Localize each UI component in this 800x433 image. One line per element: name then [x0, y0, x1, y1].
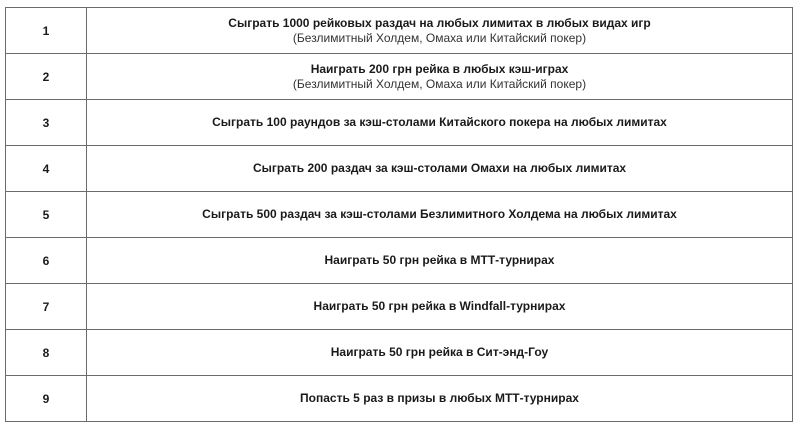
row-number: 2	[6, 54, 87, 100]
task-cell	[87, 192, 793, 238]
task-note: (Безлимитный Холдем, Омаха или Китайский покер)	[292, 76, 587, 91]
task-title: Сыграть 100 раундов за кэш-столами Китайского покера на любых лимитах	[212, 115, 667, 129]
table-row	[6, 376, 793, 422]
task-title: Наиграть 50 грн рейка в Windfall-турнирах	[313, 299, 566, 313]
task-cell	[87, 330, 793, 376]
row-number: 7	[6, 284, 87, 330]
row-number: 9	[6, 376, 87, 422]
task-title: Наиграть 50 грн рейка в Сит-энд-Гоу	[330, 345, 549, 359]
task-title: Сыграть 1000 рейковых раздач на любых лимитах в любых видах игр	[228, 15, 651, 30]
table-row	[6, 192, 793, 238]
table-row	[6, 8, 793, 54]
task-title: Сыграть 200 раздач за кэш-столами Омахи на любых лимитах	[252, 161, 627, 175]
table-row	[6, 146, 793, 192]
table-row	[6, 284, 793, 330]
task-cell	[87, 100, 793, 146]
task-cell	[87, 8, 793, 54]
task-title: Сыграть 500 раздач за кэш-столами Безлимитного Холдема на любых лимитах	[202, 207, 677, 221]
row-number: 5	[6, 192, 87, 238]
tasks-table	[5, 7, 793, 422]
row-number: 8	[6, 330, 87, 376]
table-row	[6, 100, 793, 146]
table-row	[6, 54, 793, 100]
row-number: 4	[6, 146, 87, 192]
task-note: (Безлимитный Холдем, Омаха или Китайский покер)	[292, 30, 587, 45]
row-number: 3	[6, 100, 87, 146]
task-cell	[87, 284, 793, 330]
task-cell	[87, 54, 793, 100]
task-title: Попасть 5 раз в призы в любых МТТ-турнирах	[300, 391, 579, 405]
task-title: Наиграть 50 грн рейка в МТТ-турнирах	[324, 253, 555, 267]
task-cell	[87, 376, 793, 422]
row-number: 6	[6, 238, 87, 284]
table-row	[6, 330, 793, 376]
task-title: Наиграть 200 грн рейка в любых кэш-играх	[310, 61, 569, 76]
task-cell	[87, 146, 793, 192]
row-number: 1	[6, 8, 87, 54]
task-cell	[87, 238, 793, 284]
table-row	[6, 238, 793, 284]
